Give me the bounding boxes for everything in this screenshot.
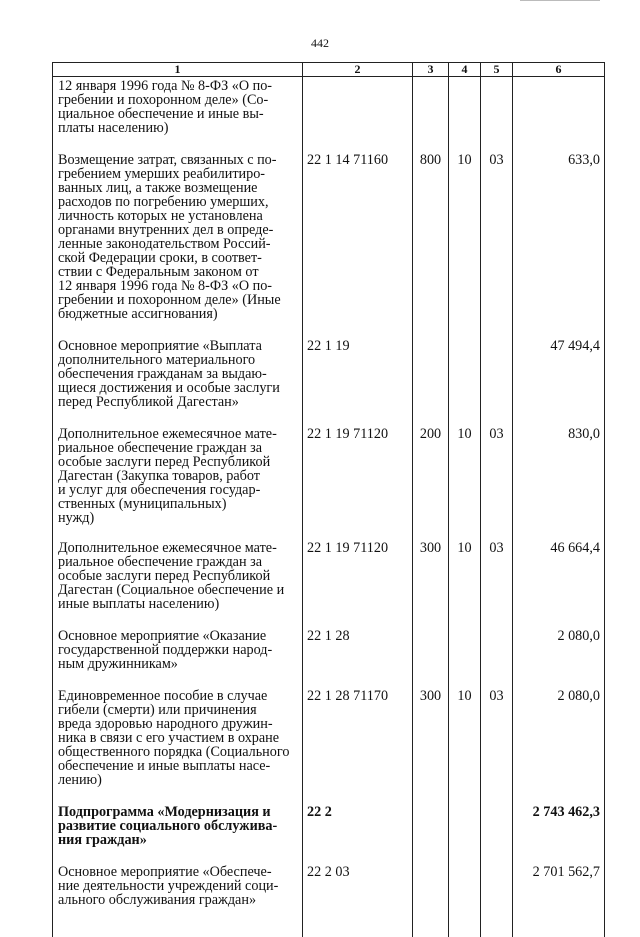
header-cell-2: 2 bbox=[303, 63, 413, 77]
header-cell-5: 5 bbox=[481, 63, 513, 77]
table-row bbox=[53, 689, 605, 805]
row-rz-cell: 10 bbox=[449, 541, 481, 629]
row-rz-cell bbox=[449, 805, 481, 865]
table-row bbox=[53, 865, 605, 937]
table-row bbox=[53, 339, 605, 427]
table-row bbox=[53, 427, 605, 541]
row-name-cell: Основное мероприятие «Выплата дополнительного материального обеспечения гражданам за выдаю- щиеся достижения и особые заслуги перед Республикой Дагестан» bbox=[53, 339, 303, 427]
scan-edge-line bbox=[520, 0, 600, 1]
page-number: 442 bbox=[311, 36, 329, 50]
table-row bbox=[53, 541, 605, 629]
row-name-cell: 12 января 1996 года № 8-ФЗ «О по- гребении и похоронном деле» (Со- циальное обеспечение и иные вы- платы населению) bbox=[53, 77, 303, 154]
row-rz-cell bbox=[449, 629, 481, 689]
row-code-cell: 22 1 28 71170 bbox=[303, 689, 413, 805]
row-rz-cell bbox=[449, 339, 481, 427]
row-vr-cell bbox=[413, 629, 449, 689]
row-code-cell bbox=[303, 77, 413, 154]
row-name-cell: Дополнительное ежемесячное мате- риальное обеспечение граждан за особые заслуги перед Республикой Дагестан (Социальное обеспечение и иные выплаты населению) bbox=[53, 541, 303, 629]
row-vr-cell: 300 bbox=[413, 541, 449, 629]
row-code-cell: 22 1 14 71160 bbox=[303, 153, 413, 339]
row-pr-cell bbox=[481, 865, 513, 937]
row-name-cell: Подпрограмма «Модернизация и развитие социального обслужива- ния граждан» bbox=[53, 805, 303, 865]
table-row bbox=[53, 153, 605, 339]
table-row bbox=[53, 805, 605, 865]
row-vr-cell: 200 bbox=[413, 427, 449, 541]
row-rz-cell bbox=[449, 865, 481, 937]
row-sum-cell: 2 701 562,7 bbox=[513, 865, 605, 937]
row-name-cell: Дополнительное ежемесячное мате- риальное обеспечение граждан за особые заслуги перед Республикой Дагестан (Закупка товаров, работ и услуг для обеспечения государ- ственных (муниципальных) нужд) bbox=[53, 427, 303, 541]
row-sum-cell: 2 080,0 bbox=[513, 689, 605, 805]
row-vr-cell: 300 bbox=[413, 689, 449, 805]
row-vr-cell bbox=[413, 865, 449, 937]
row-sum-cell: 47 494,4 bbox=[513, 339, 605, 427]
row-pr-cell: 03 bbox=[481, 153, 513, 339]
row-code-cell: 22 2 03 bbox=[303, 865, 413, 937]
row-rz-cell: 10 bbox=[449, 427, 481, 541]
row-pr-cell bbox=[481, 805, 513, 865]
table-row bbox=[53, 629, 605, 689]
header-cell-4: 4 bbox=[449, 63, 481, 77]
row-sum-cell: 633,0 bbox=[513, 153, 605, 339]
row-sum-cell: 2 080,0 bbox=[513, 629, 605, 689]
header-cell-3: 3 bbox=[413, 63, 449, 77]
row-sum-cell: 2 743 462,3 bbox=[513, 805, 605, 865]
row-code-cell: 22 2 bbox=[303, 805, 413, 865]
row-rz-cell: 10 bbox=[449, 153, 481, 339]
row-code-cell: 22 1 28 bbox=[303, 629, 413, 689]
row-vr-cell: 800 bbox=[413, 153, 449, 339]
header-cell-1: 1 bbox=[53, 63, 303, 77]
row-pr-cell bbox=[481, 339, 513, 427]
row-name-cell: Основное мероприятие «Оказание государственной поддержки народ- ным дружинникам» bbox=[53, 629, 303, 689]
row-name-cell: Единовременное пособие в случае гибели (смерти) или причинения вреда здоровью народного дружин- ника в связи с его участием в охране общественного порядка (Социального обеспечение и иные выплаты насе- лению) bbox=[53, 689, 303, 805]
row-vr-cell bbox=[413, 339, 449, 427]
row-pr-cell: 03 bbox=[481, 541, 513, 629]
row-rz-cell: 10 bbox=[449, 689, 481, 805]
row-rz-cell bbox=[449, 77, 481, 154]
header-row bbox=[53, 63, 605, 77]
row-pr-cell bbox=[481, 77, 513, 154]
row-pr-cell: 03 bbox=[481, 689, 513, 805]
row-code-cell: 22 1 19 71120 bbox=[303, 427, 413, 541]
header-cell-6: 6 bbox=[513, 63, 605, 77]
row-sum-cell bbox=[513, 77, 605, 154]
row-name-cell: Основное мероприятие «Обеспече- ние деятельности учреждений соци- ального обслуживания граждан» bbox=[53, 865, 303, 937]
row-sum-cell: 830,0 bbox=[513, 427, 605, 541]
row-name-cell: Возмещение затрат, связанных с по- гребением умерших реабилитиро- ванных лиц, а также возмещение расходов по погребению умерших, личность которых не установлена органами внутренних дел в опреде- ленные законодательством Россий- ской Федерации сроки, в соответ- ствии с Федеральным законом от 12 января 1996 года № 8-ФЗ «О по- гребении и похоронном деле» (Иные бюджетные ассигнования) bbox=[53, 153, 303, 339]
row-sum-cell: 46 664,4 bbox=[513, 541, 605, 629]
row-vr-cell bbox=[413, 77, 449, 154]
row-code-cell: 22 1 19 bbox=[303, 339, 413, 427]
budget-table bbox=[52, 62, 605, 937]
row-pr-cell: 03 bbox=[481, 427, 513, 541]
row-pr-cell bbox=[481, 629, 513, 689]
row-code-cell: 22 1 19 71120 bbox=[303, 541, 413, 629]
row-vr-cell bbox=[413, 805, 449, 865]
table-row bbox=[53, 77, 605, 154]
